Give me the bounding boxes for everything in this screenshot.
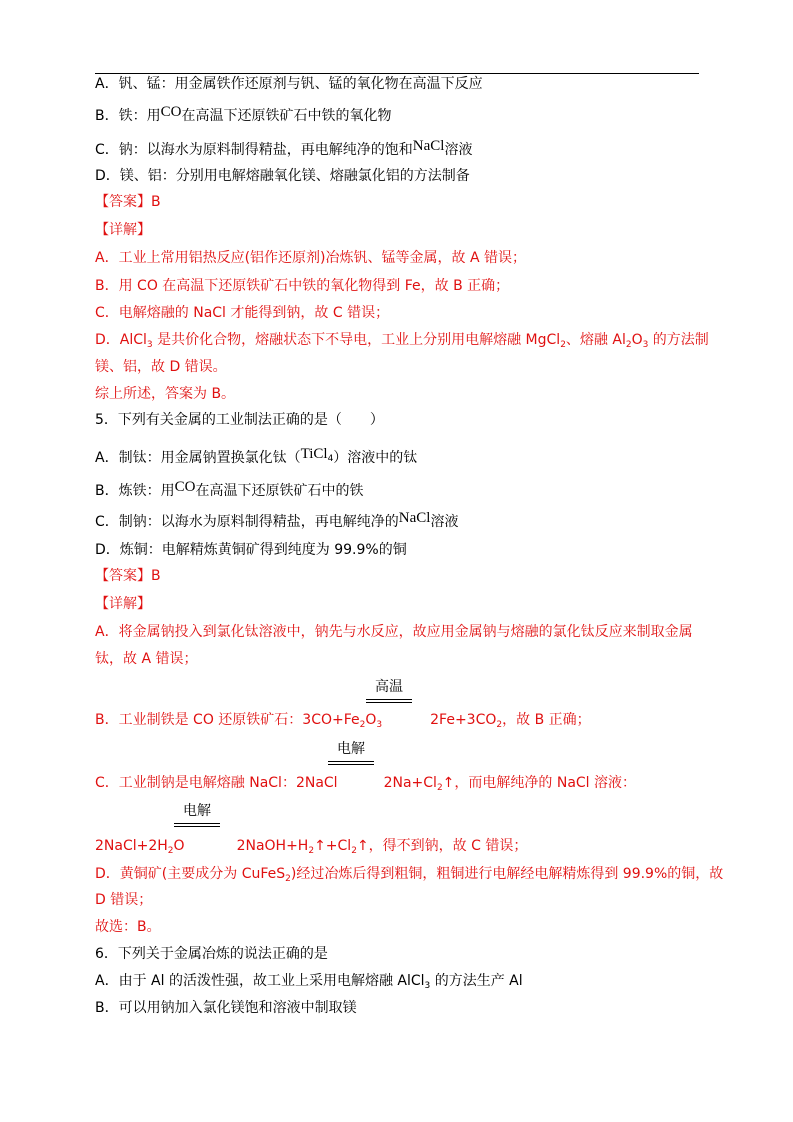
q4-explain-b: B．用 CO 在高温下还原铁矿石中铁的氧化物得到 Fe，故 B 正确； [95,278,510,294]
reaction-condition-gaowen: 高温 [366,678,412,703]
q5-option-c: C．制钠：以海水为原料制得精盐，再电解纯净的NaCl溶液 [95,510,459,530]
q4-answer: 【答案】B [95,194,161,210]
q6-option-b: B．可以用钠加入氯化镁饱和溶液中制取镁 [95,1000,357,1016]
q5-choose: 故选：B。 [95,919,161,935]
q5-explain-a-cont: 钛，故 A 错误； [95,651,198,667]
reaction-condition-dianjie-2: 电解 [174,802,220,827]
q4-detail-heading: 【详解】 [95,222,151,238]
q5-explain-b: B．工业制铁是 CO 还原铁矿石：$3CO+Fe_2O_3$ $2Fe+3CO_2$，故 B 正确； [95,712,591,730]
q5-explain-a: A．将金属钠投入到氯化钛溶液中，钠先与水反应，故应用金属钠与熔融的氯化钛反应来制取金属 [95,624,693,640]
q5-stem: 5．下列有关金属的工业制法正确的是（ ） [95,412,384,428]
q4-explain-a: A．工业上常用铝热反应(铝作还原剂)冶炼钒、锰等金属，故 A 错误； [95,250,526,266]
q5-explain-c: C．工业制钠是电解熔融 NaCl：2NaCl $2Na+Cl_2↑$，而电解纯净的 NaCl 溶液： [95,775,637,793]
q4-option-a: A．钒、锰：用金属铁作还原剂与钒、锰的氧化物在高温下反应 [95,76,483,92]
q5-option-d: D．炼铜：电解精炼黄铜矿得到纯度为 99.9%的铜 [95,542,407,558]
q6-option-a: A．由于 Al 的活泼性强，故工业上采用电解熔融 AlCl$_3$ 的方法生产 Al [95,973,523,991]
q5-answer: 【答案】B [95,568,161,584]
q6-stem: 6．下列关于金属冶炼的说法正确的是 [95,946,328,962]
q5-detail-heading: 【详解】 [95,596,151,612]
reaction-condition-dianjie-1: 电解 [328,740,374,765]
q4-option-b: B．铁：用CO在高温下还原铁矿石中铁的氧化物 [95,104,392,124]
q4-option-d: D．镁、铝：分别用电解熔融氧化镁、熔融氯化铝的方法制备 [95,168,470,184]
q4-summary: 综上所述，答案为 B。 [95,386,236,402]
q5-explain-d-cont: D 错误； [95,892,153,908]
q4-explain-c: C．电解熔融的 NaCl 才能得到钠，故 C 错误； [95,305,390,321]
q5-explain-d: D．黄铜矿(主要成分为 CuFeS$_2$)经过冶炼后得到粗铜，粗铜进行电解经电解精炼得到 99.9%的铜，故 [95,866,724,884]
q5-explain-c-cont: $2NaCl+2H_2O$ $2NaOH+H_2↑+Cl_2↑$，得不到钠，故 C 错误； [95,838,528,856]
q4-explain-d-cont: 镁、铝，故 D 错误。 [95,359,227,375]
q4-option-c: C．钠：以海水为原料制得精盐，再电解纯净的饱和NaCl溶液 [95,138,473,158]
q4-explain-d: D．AlCl$_3$ 是共价化合物，熔融状态下不导电，工业上分别用电解熔融 MgCl$_2$、熔融 $Al_2O_3$ 的方法制 [95,332,709,350]
q5-option-a: A．制钛：用金属钠置换氯化钛（TiCl4）溶液中的钛 [95,446,418,466]
q5-option-b: B．炼铁：用CO在高温下还原铁矿石中的铁 [95,479,364,499]
